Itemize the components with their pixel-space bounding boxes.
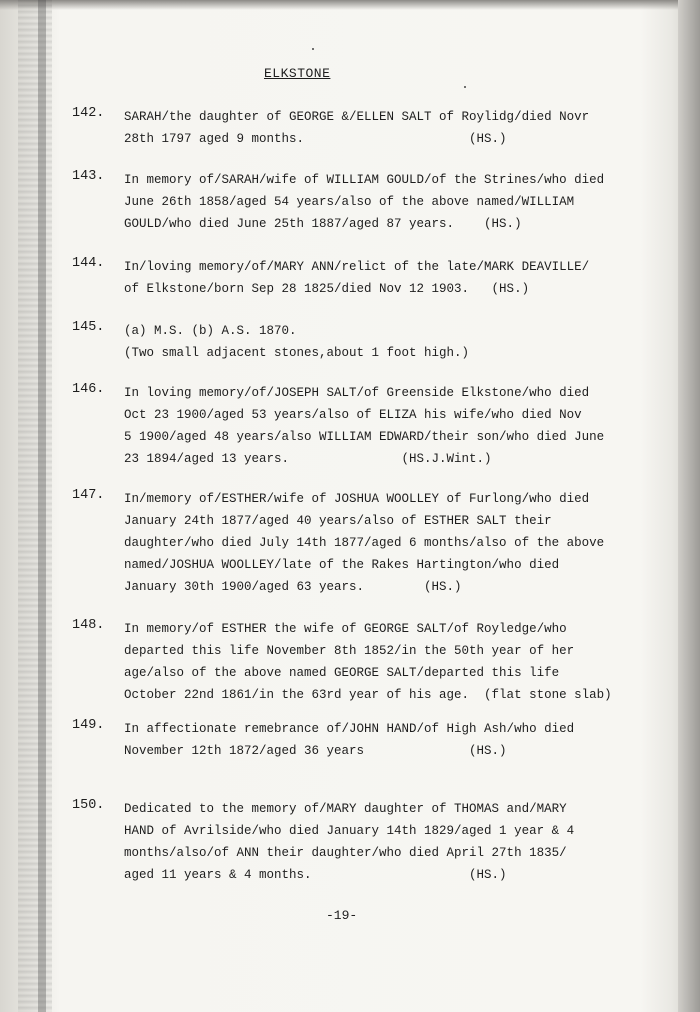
entry-line: of Elkstone/born Sep 28 1825/died Nov 12 1903. (HS.) <box>124 282 530 296</box>
entry-line: (Two small adjacent stones,about 1 foot high.) <box>124 346 470 360</box>
entry-line: (a) M.S. (b) A.S. 1870. <box>124 324 297 338</box>
speck <box>312 48 314 50</box>
entry-text <box>124 718 664 762</box>
entry-text <box>124 382 664 470</box>
page-number: -19- <box>326 908 358 923</box>
entry-line: October 22nd 1861/in the 63rd year of his age. (flat stone slab) <box>124 688 612 702</box>
entry-line: January 30th 1900/aged 63 years. (HS.) <box>124 580 462 594</box>
entry-number: 146. <box>72 382 105 397</box>
binding-margin <box>38 0 46 1012</box>
entry-number: 150. <box>72 798 105 813</box>
entry-line: Oct 23 1900/aged 53 years/also of ELIZA his wife/who died Nov <box>124 408 582 422</box>
page-title: ELKSTONE <box>264 66 331 81</box>
entry-text <box>124 488 664 598</box>
entry-line: In/memory of/ESTHER/wife of JOSHUA WOOLLEY of Furlong/who died <box>124 492 590 506</box>
entry-number: 149. <box>72 718 105 733</box>
entry-line: January 24th 1877/aged 40 years/also of ESTHER SALT their <box>124 514 552 528</box>
entry-number: 144. <box>72 256 105 271</box>
entry-line: named/JOSHUA WOOLLEY/late of the Rakes Hartington/who died <box>124 558 560 572</box>
entry-line: departed this life November 8th 1852/in the 50th year of her <box>124 644 575 658</box>
entry-line: daughter/who died July 14th 1877/aged 6 months/also of the above <box>124 536 605 550</box>
entry-text <box>124 798 664 886</box>
entry-text <box>124 320 664 364</box>
entry-line: months/also/of ANN their daughter/who died April 27th 1835/ <box>124 846 567 860</box>
entry-text <box>124 169 664 235</box>
speck <box>464 86 466 88</box>
entry-line: 5 1900/aged 48 years/also WILLIAM EDWARD/their son/who died June <box>124 430 605 444</box>
entry-line: SARAH/the daughter of GEORGE &/ELLEN SALT of Roylidg/died Novr <box>124 110 590 124</box>
entry-number: 143. <box>72 169 105 184</box>
entry-line: HAND of Avrilside/who died January 14th 1829/aged 1 year & 4 <box>124 824 575 838</box>
entry-number: 148. <box>72 618 105 633</box>
entry-number: 145. <box>72 320 105 335</box>
entry-line: aged 11 years & 4 months. (HS.) <box>124 868 507 882</box>
entry-line: In loving memory/of/JOSEPH SALT/of Greenside Elkstone/who died <box>124 386 590 400</box>
entry-line: Dedicated to the memory of/MARY daughter of THOMAS and/MARY <box>124 802 567 816</box>
entry-line: November 12th 1872/aged 36 years (HS.) <box>124 744 507 758</box>
entry-line: June 26th 1858/aged 54 years/also of the above named/WILLIAM <box>124 195 575 209</box>
entry-line: age/also of the above named GEORGE SALT/departed this life <box>124 666 560 680</box>
entry-line: 28th 1797 aged 9 months. (HS.) <box>124 132 507 146</box>
entry-line: GOULD/who died June 25th 1887/aged 87 years. (HS.) <box>124 217 522 231</box>
scan-top-edge <box>0 0 700 10</box>
entry-number: 147. <box>72 488 105 503</box>
entry-text <box>124 618 664 706</box>
entry-line: In/loving memory/of/MARY ANN/relict of the late/MARK DEAVILLE/ <box>124 260 590 274</box>
entry-text <box>124 106 664 150</box>
entry-line: In memory/of ESTHER the wife of GEORGE SALT/of Royledge/who <box>124 622 567 636</box>
entry-line: In memory of/SARAH/wife of WILLIAM GOULD/of the Strines/who died <box>124 173 605 187</box>
scan-right-edge <box>678 0 700 1012</box>
entry-line: 23 1894/aged 13 years. (HS.J.Wint.) <box>124 452 492 466</box>
entry-number: 142. <box>72 106 105 121</box>
binding-shadow <box>18 0 52 1012</box>
entry-text <box>124 256 664 300</box>
entry-line: In affectionate remebrance of/JOHN HAND/of High Ash/who died <box>124 722 575 736</box>
